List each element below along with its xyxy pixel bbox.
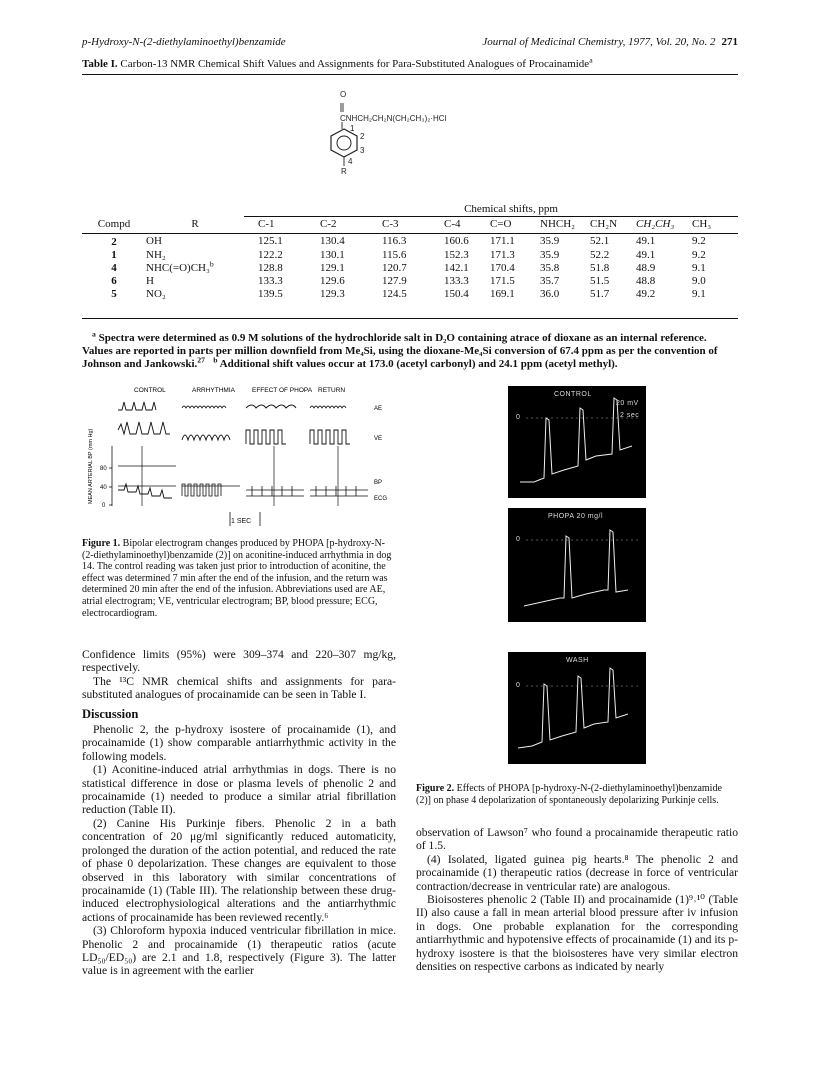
cell-ch2ch3: 48.8 bbox=[636, 274, 656, 287]
fig2-panel-wash-title: WASH bbox=[566, 657, 589, 664]
cell-c4: 133.3 bbox=[444, 274, 469, 287]
figure-2-caption-text: Effects of PHOPA [p-hydroxy-N-(2-diethylaminoethyl)benzamide (2)] on phase 4 depolarization of spontaneously depolarizing Purkinje cells. bbox=[416, 783, 722, 806]
fig1-col-label-arrhythmia: ARRHYTHMIA bbox=[192, 387, 235, 394]
journal-citation: Journal of Medicinal Chemistry, 1977, Vol. 20, No. 2 bbox=[482, 36, 716, 48]
table-column-header-row bbox=[82, 217, 738, 234]
cell-nhch2: 35.8 bbox=[540, 261, 560, 274]
table-title-footnote-mark: a bbox=[589, 55, 593, 65]
cell-c4: 150.4 bbox=[444, 287, 469, 300]
fig2-scale-time: 2 sec bbox=[620, 412, 640, 419]
cell-ch2n: 51.5 bbox=[590, 274, 610, 287]
footnote-b-mark: b bbox=[213, 355, 218, 365]
fig1-y-axis-label: MEAN ARTERIAL BP (mm Hg) bbox=[88, 428, 94, 504]
table-row bbox=[82, 262, 738, 275]
paragraph-aconitine-model: (1) Aconitine-induced atrial arrhythmias in dogs. There is no statistical difference in dose or plasma levels of phenolic 2 and procainamide (1) needed to produce a similar atrial fibrillation reduction (Table II). bbox=[82, 763, 396, 817]
fig1-y-tick-40: 40 bbox=[100, 485, 107, 491]
cell-carbonyl: 169.1 bbox=[490, 287, 515, 300]
cell-ch2n: 52.1 bbox=[590, 234, 610, 247]
figure-1-caption bbox=[82, 538, 396, 619]
table-caption bbox=[82, 55, 593, 70]
fig1-col-label-return: RETURN bbox=[318, 387, 346, 394]
cell-c1: 122.2 bbox=[258, 248, 283, 261]
cell-c3: 116.3 bbox=[382, 234, 407, 247]
fig1-trace-label-ecg: ECG bbox=[374, 496, 388, 502]
cell-c3: 124.5 bbox=[382, 287, 407, 300]
col-header-c3: C-3 bbox=[382, 218, 399, 231]
cell-c2: 129.6 bbox=[320, 274, 345, 287]
footnote-a-text: Spectra were determined as 0.9 M solutions of the hydrochloride salt in D₂O containing atrace of dioxane as an internal reference. Values are reported in parts per million downfield from Me₄Si, using the dioxane-Me₄Si conversion of 67.4 ppm as per the convention of Johnson and Jankowski. bbox=[82, 332, 718, 370]
cell-carbonyl: 171.5 bbox=[490, 274, 515, 287]
structure-position-3: 3 bbox=[360, 146, 365, 155]
figure-2-panel-phopa bbox=[508, 508, 646, 622]
table-group-header-row bbox=[82, 202, 738, 217]
cell-ch3: 9.2 bbox=[692, 234, 706, 247]
left-column-text bbox=[82, 648, 396, 978]
cell-ch3: 9.1 bbox=[692, 261, 706, 274]
cell-c2: 129.3 bbox=[320, 287, 345, 300]
structure-side-chain: CNHCH₂CH₂N(CH₂CH₃)₂·HCl bbox=[340, 114, 447, 123]
cell-carbonyl: 170.4 bbox=[490, 261, 515, 274]
paragraph-bioisosteres: Bioisosteres phenolic 2 (Table II) and procainamide (1)⁹˒¹⁰ (Table II) also cause a fall in mean arterial blood pressure after iv infusion in dogs. One probable explanation for the corresponding antiarrhythmic and hypotensive effects of procainamide (1) and its p-hydroxy isostere is that the bioisosteres have very similar electron densities on respective carbons as indicated by nearly bbox=[416, 893, 738, 974]
fig2-panel-phopa-zero: 0 bbox=[516, 536, 521, 543]
running-header-title: p-Hydroxy-N-(2-diethylaminoethyl)benzamide bbox=[82, 36, 286, 48]
fig1-y-tick-0: 0 bbox=[102, 503, 106, 509]
structure-r-group: R bbox=[341, 167, 347, 176]
table-top-rule bbox=[82, 74, 738, 75]
page-number: 271 bbox=[721, 36, 738, 48]
cell-compd: 5 bbox=[111, 287, 117, 300]
cell-compd: 2 bbox=[111, 235, 117, 248]
figure-1-label: Figure 1. bbox=[82, 538, 121, 549]
cell-compd: 1 bbox=[111, 248, 117, 261]
paragraph-guinea-pig-hearts: (4) Isolated, ligated guinea pig hearts.⁸ The phenolic 2 and procainamide (1) therapeutic ratios (decrease in force of ventricular contraction/decrease in ventricular rate) are analogous. bbox=[416, 852, 738, 893]
fig2-control-trace bbox=[508, 386, 646, 498]
right-column-text bbox=[416, 826, 738, 973]
cell-r-text: NHC(=O)CH₃ bbox=[146, 261, 210, 274]
cell-r-footnote-mark: b bbox=[209, 258, 214, 268]
table-row bbox=[82, 233, 738, 249]
structure-position-4: 4 bbox=[348, 157, 353, 166]
figure-2-label: Figure 2. bbox=[416, 783, 455, 794]
fig2-scale-voltage: 20 mV bbox=[616, 400, 639, 407]
paragraph-phenolic-isostere: Phenolic 2, the p-hydroxy isostere of procainamide (1), and procainamide (1) show comparable antiarrhythmic activity in the following models. bbox=[82, 723, 396, 763]
cell-nhch2: 35.9 bbox=[540, 248, 560, 261]
cell-c1: 133.3 bbox=[258, 274, 283, 287]
cell-nhch2: 35.9 bbox=[540, 234, 560, 247]
cell-r-text: OH bbox=[146, 234, 162, 247]
running-header-journal bbox=[482, 36, 738, 48]
paragraph-nmr-shifts: The ¹³C NMR chemical shifts and assignments for para-substituted analogues of procainamide can be seen in Table I. bbox=[82, 674, 396, 702]
cell-r-text: H bbox=[146, 274, 154, 287]
table-label: Table I. bbox=[82, 58, 118, 70]
fig1-trace-label-ae: AE bbox=[374, 406, 383, 412]
fig1-col-label-effect: EFFECT OF PHOPA bbox=[252, 387, 313, 394]
figure-1-caption-text: Bipolar electrogram changes produced by PHOPA [p-hydroxy-N-(2-diethylaminoethyl)benzamide (2)] on aconitine-induced arrhythmia in dog 14. The control reading was taken just prior to introduction of aconitine, the effect was determined 7 min after the end of the infusion, and the return was determined 20 min after the end of the infusion. Abbreviations used are AE, atrial electrogram; VE, ventricular electrogram; BP, blood pressure; ECG, electrocardiogram. bbox=[82, 538, 392, 619]
cell-r bbox=[146, 249, 244, 262]
structure-position-2: 2 bbox=[360, 132, 365, 141]
col-header-c2: C-2 bbox=[320, 218, 337, 231]
col-header-nhch2: NHCH₂ bbox=[540, 218, 576, 231]
paragraph-purkinje-fibers: (2) Canine His Purkinje fibers. Phenolic 2 in a bath concentration of 20 μg/ml significantly reduced automaticity, prolonged the duration of the action potential, and reduced the rate of phase 0 depolarization. These changes are equivalent to those observed in this laboratory with similar concentrations of procainamide (1) (Table III). The relationship between these drug-induced electrophysiological alterations and the antiarrhythmic actions of procainamide has been reviewed recently.⁶ bbox=[82, 816, 396, 924]
col-header-ch2ch3: CH₂CH₃ bbox=[636, 218, 675, 231]
fig1-col-label-control: CONTROL bbox=[134, 387, 166, 394]
cell-r-text: NH₂ bbox=[146, 248, 166, 261]
cell-c1: 128.8 bbox=[258, 261, 283, 274]
fig2-panel-wash-zero: 0 bbox=[516, 682, 521, 689]
cell-compd: 4 bbox=[111, 261, 117, 274]
cell-c4: 152.3 bbox=[444, 248, 469, 261]
fig1-y-tick-80: 80 bbox=[100, 466, 107, 472]
cell-carbonyl: 171.3 bbox=[490, 248, 515, 261]
cell-r bbox=[146, 233, 244, 249]
paragraph-chloroform-hypoxia: (3) Chloroform hypoxia induced ventricular fibrillation in mice. Phenolic 2 and procainamide (1) therapeutic ratios (acute LD₅₀/ED₅₀) are 2.1 and 1.8, respectively (Figure 3). The latter value is in agreement with the earlier bbox=[82, 924, 396, 978]
cell-ch3: 9.1 bbox=[692, 287, 706, 300]
col-header-r: R bbox=[191, 218, 199, 230]
cell-c1: 139.5 bbox=[258, 287, 283, 300]
cell-ch2ch3: 49.1 bbox=[636, 248, 656, 261]
cell-nhch2: 36.0 bbox=[540, 287, 560, 300]
footnote-a-mark: a bbox=[92, 329, 96, 339]
col-header-c4: C-4 bbox=[444, 218, 461, 231]
structure-position-1: 1 bbox=[350, 124, 355, 133]
col-header-ch3: CH₃ bbox=[692, 218, 712, 231]
cell-r bbox=[146, 288, 244, 301]
table-row bbox=[82, 288, 738, 301]
table-body bbox=[82, 233, 738, 301]
figure-2-panel-wash bbox=[508, 652, 646, 764]
figure-2-panel-control bbox=[508, 386, 646, 498]
col-header-ch2n: CH₂N bbox=[590, 218, 618, 231]
cell-nhch2: 35.7 bbox=[540, 274, 560, 287]
fig2-wash-trace bbox=[508, 652, 646, 764]
table-title: Carbon-13 NMR Chemical Shift Values and Assignments for Para-Substituted Analogues of Procainamide bbox=[120, 58, 590, 70]
cell-compd: 6 bbox=[111, 274, 117, 287]
cell-r bbox=[146, 258, 244, 275]
col-header-carbonyl: C=O bbox=[490, 218, 512, 231]
figure-2-caption bbox=[416, 783, 738, 806]
cell-carbonyl: 171.1 bbox=[490, 234, 515, 247]
fig2-panel-control-title: CONTROL bbox=[554, 391, 592, 398]
cell-c3: 115.6 bbox=[382, 248, 407, 261]
fig1-trace-label-bp: BP bbox=[374, 480, 383, 486]
col-header-compd: Compd bbox=[97, 218, 131, 230]
cell-c2: 130.1 bbox=[320, 248, 345, 261]
cell-ch2n: 52.2 bbox=[590, 248, 610, 261]
cell-ch3: 9.2 bbox=[692, 248, 706, 261]
cell-c2: 130.4 bbox=[320, 234, 345, 247]
figure-1-electrogram-traces bbox=[82, 386, 394, 536]
cell-ch2ch3: 48.9 bbox=[636, 261, 656, 274]
paragraph-lawson-observation: observation of Lawson⁷ who found a procainamide therapeutic ratio of 1.5. bbox=[416, 826, 738, 853]
chemical-shifts-group-header: Chemical shifts, ppm bbox=[244, 202, 738, 217]
cell-ch2ch3: 49.1 bbox=[636, 234, 656, 247]
footnote-b-text: Additional shift values occur at 173.0 (acetyl carbonyl) and 24.1 ppm (acetyl methyl). bbox=[219, 358, 618, 370]
table-footnotes bbox=[82, 329, 738, 371]
cell-ch2n: 51.7 bbox=[590, 287, 610, 300]
table-row bbox=[82, 249, 738, 262]
cell-c3: 127.9 bbox=[382, 274, 407, 287]
cell-ch2n: 51.8 bbox=[590, 261, 610, 274]
table-bottom-rule bbox=[82, 318, 738, 319]
discussion-heading: Discussion bbox=[82, 706, 139, 721]
fig2-phopa-trace bbox=[508, 508, 646, 622]
cell-c4: 160.6 bbox=[444, 234, 469, 247]
cell-r bbox=[146, 275, 244, 288]
footnote-a-ref: 27 bbox=[197, 355, 205, 365]
fig2-panel-phopa-title: PHOPA 20 mg/l bbox=[548, 513, 604, 520]
paragraph-confidence-limits: Confidence limits (95%) were 309–374 and 220–307 mg/kg, respectively. bbox=[82, 648, 396, 675]
nmr-table bbox=[82, 202, 738, 301]
cell-c2: 129.1 bbox=[320, 261, 345, 274]
col-header-c1: C-1 bbox=[258, 218, 275, 231]
cell-ch2ch3: 49.2 bbox=[636, 287, 656, 300]
fig1-trace-label-ve: VE bbox=[374, 436, 383, 442]
cell-c3: 120.7 bbox=[382, 261, 407, 274]
cell-r-text: NO₂ bbox=[146, 287, 166, 300]
structure-carbonyl-o: O bbox=[340, 90, 347, 99]
fig2-panel-control-zero: 0 bbox=[516, 414, 521, 421]
table-row bbox=[82, 275, 738, 288]
fig1-time-scale: 1 SEC bbox=[231, 518, 252, 525]
cell-ch3: 9.0 bbox=[692, 274, 706, 287]
cell-c1: 125.1 bbox=[258, 234, 283, 247]
cell-c4: 142.1 bbox=[444, 261, 469, 274]
